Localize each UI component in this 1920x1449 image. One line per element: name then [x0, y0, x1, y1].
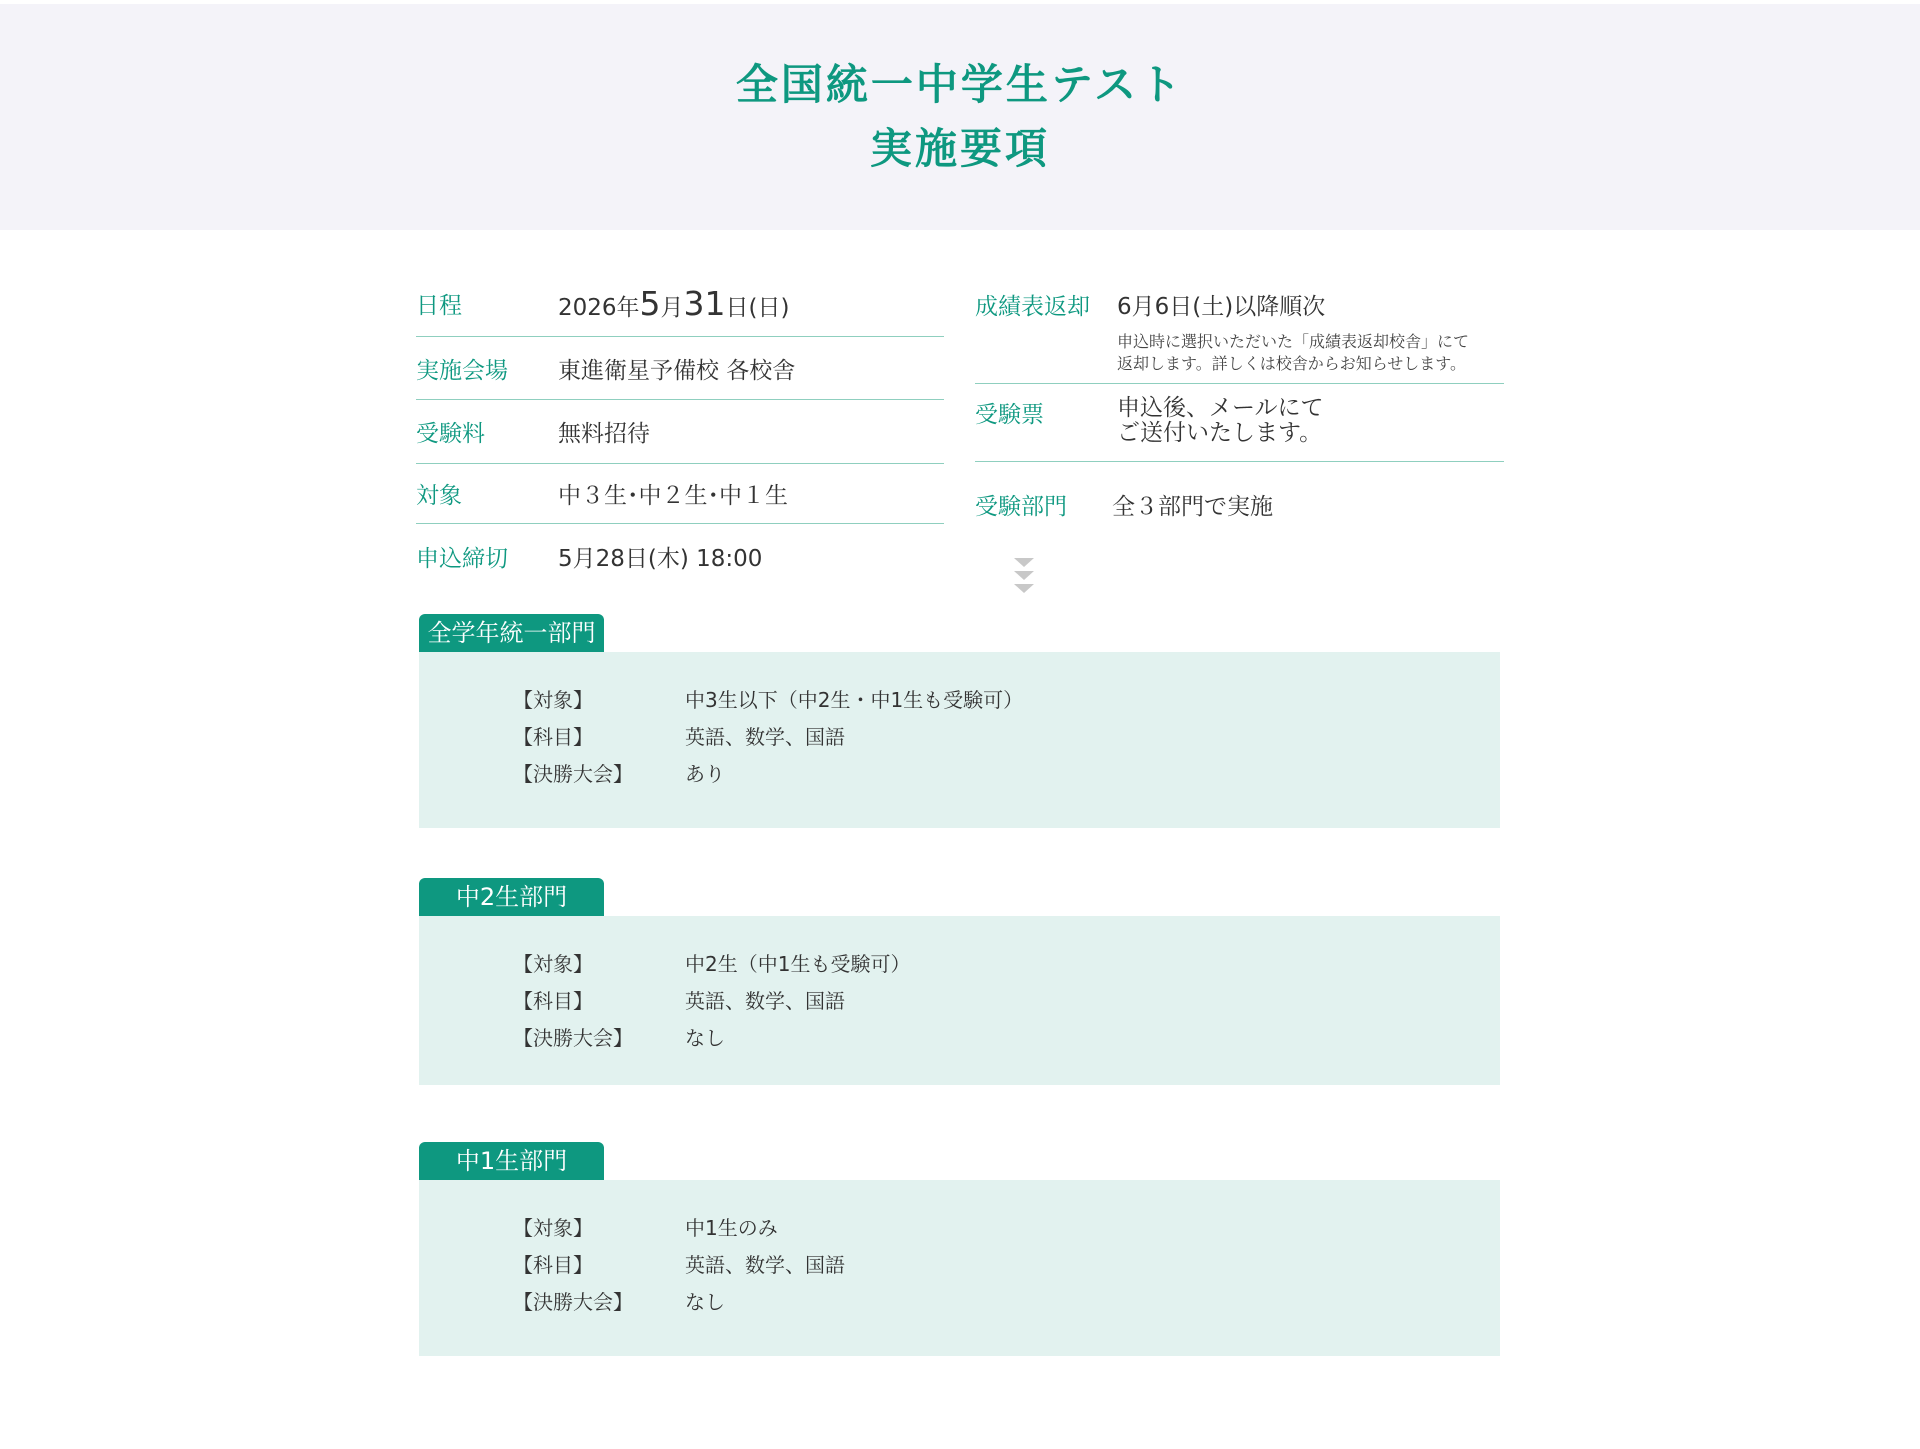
division-row-value: なし	[685, 1026, 725, 1050]
ticket-row	[975, 384, 1504, 462]
target-value: 中３生･中２生･中１生	[558, 483, 788, 509]
division-panel	[419, 1180, 1500, 1356]
venue-row	[416, 337, 944, 400]
divisions-value: 全３部門で実施	[1112, 493, 1273, 520]
division-row-value: あり	[685, 762, 725, 786]
schedule-label: 日程	[416, 292, 462, 319]
division-row-label: 【対象】	[513, 688, 593, 712]
division-row-value: 英語、数学、国語	[685, 725, 845, 749]
deadline-label: 申込締切	[416, 545, 508, 572]
schedule-value	[558, 284, 790, 323]
report-content	[1117, 288, 1469, 383]
info-right-column	[975, 270, 1504, 546]
info-left-column	[416, 270, 944, 588]
ticket-content	[1117, 396, 1324, 461]
schedule-day-unit: 日(日)	[725, 294, 790, 321]
division-row-value: 中2生（中1生も受験可）	[685, 952, 911, 976]
schedule-year: 2026年	[558, 294, 640, 321]
report-value: 6月6日(土)以降順次	[1117, 294, 1326, 320]
division-panel	[419, 652, 1500, 828]
division-row-label: 【決勝大会】	[513, 1026, 633, 1050]
fee-row	[416, 400, 944, 464]
report-note-line2: 返却します。詳しくは校舎からお知らせします。	[1117, 354, 1466, 373]
schedule-month: 5	[639, 283, 661, 323]
fee-label: 受験料	[416, 421, 485, 447]
division-row-value: 中3生以下（中2生・中1生も受験可）	[685, 688, 1024, 712]
schedule-day: 31	[683, 283, 726, 323]
page-header	[0, 4, 1920, 230]
fee-value: 無料招待	[558, 421, 650, 447]
division-tab: 全学年統一部門	[419, 614, 604, 652]
division-row-label: 【対象】	[513, 1216, 593, 1240]
venue-label: 実施会場	[416, 357, 508, 384]
schedule-row	[416, 270, 944, 337]
report-label: 成績表返却	[975, 294, 1090, 320]
report-note-line1: 申込時に選択いただいた「成績表返却校舎」にて	[1117, 332, 1470, 351]
division-row-value: 英語、数学、国語	[685, 989, 845, 1013]
deadline-value: 5月28日(木) 18:00	[558, 545, 763, 572]
division-row-label: 【科目】	[513, 1253, 593, 1277]
division-row-label: 【対象】	[513, 952, 593, 976]
venue-value: 東進衛星予備校 各校舎	[558, 357, 796, 384]
division-tab: 中1生部門	[419, 1142, 604, 1180]
page-title-line1: 全国統一中学生テスト	[735, 60, 1185, 109]
division-row-label: 【科目】	[513, 989, 593, 1013]
division-tab: 中2生部門	[419, 878, 604, 916]
division-row-value: 英語、数学、国語	[685, 1253, 845, 1277]
division-row-label: 【決勝大会】	[513, 1290, 633, 1314]
division-row-label: 【科目】	[513, 725, 593, 749]
divisions-row	[975, 462, 1504, 546]
ticket-label: 受験票	[975, 402, 1044, 428]
division-row-value: なし	[685, 1290, 725, 1314]
deadline-row	[416, 524, 944, 588]
target-row	[416, 464, 944, 524]
report-row	[975, 270, 1504, 384]
ticket-line2: ご送付いたします。	[1117, 420, 1323, 446]
division-row-label: 【決勝大会】	[513, 762, 633, 786]
division-panel	[419, 916, 1500, 1085]
schedule-month-unit: 月	[660, 294, 684, 321]
division-row-value: 中1生のみ	[685, 1216, 778, 1240]
page-title-line2: 実施要項	[869, 124, 1050, 173]
divisions-label: 受験部門	[975, 493, 1067, 520]
ticket-line1: 申込後、メールにて	[1117, 395, 1324, 421]
triple-chevron-down-icon	[1014, 558, 1034, 597]
target-label: 対象	[416, 483, 462, 509]
